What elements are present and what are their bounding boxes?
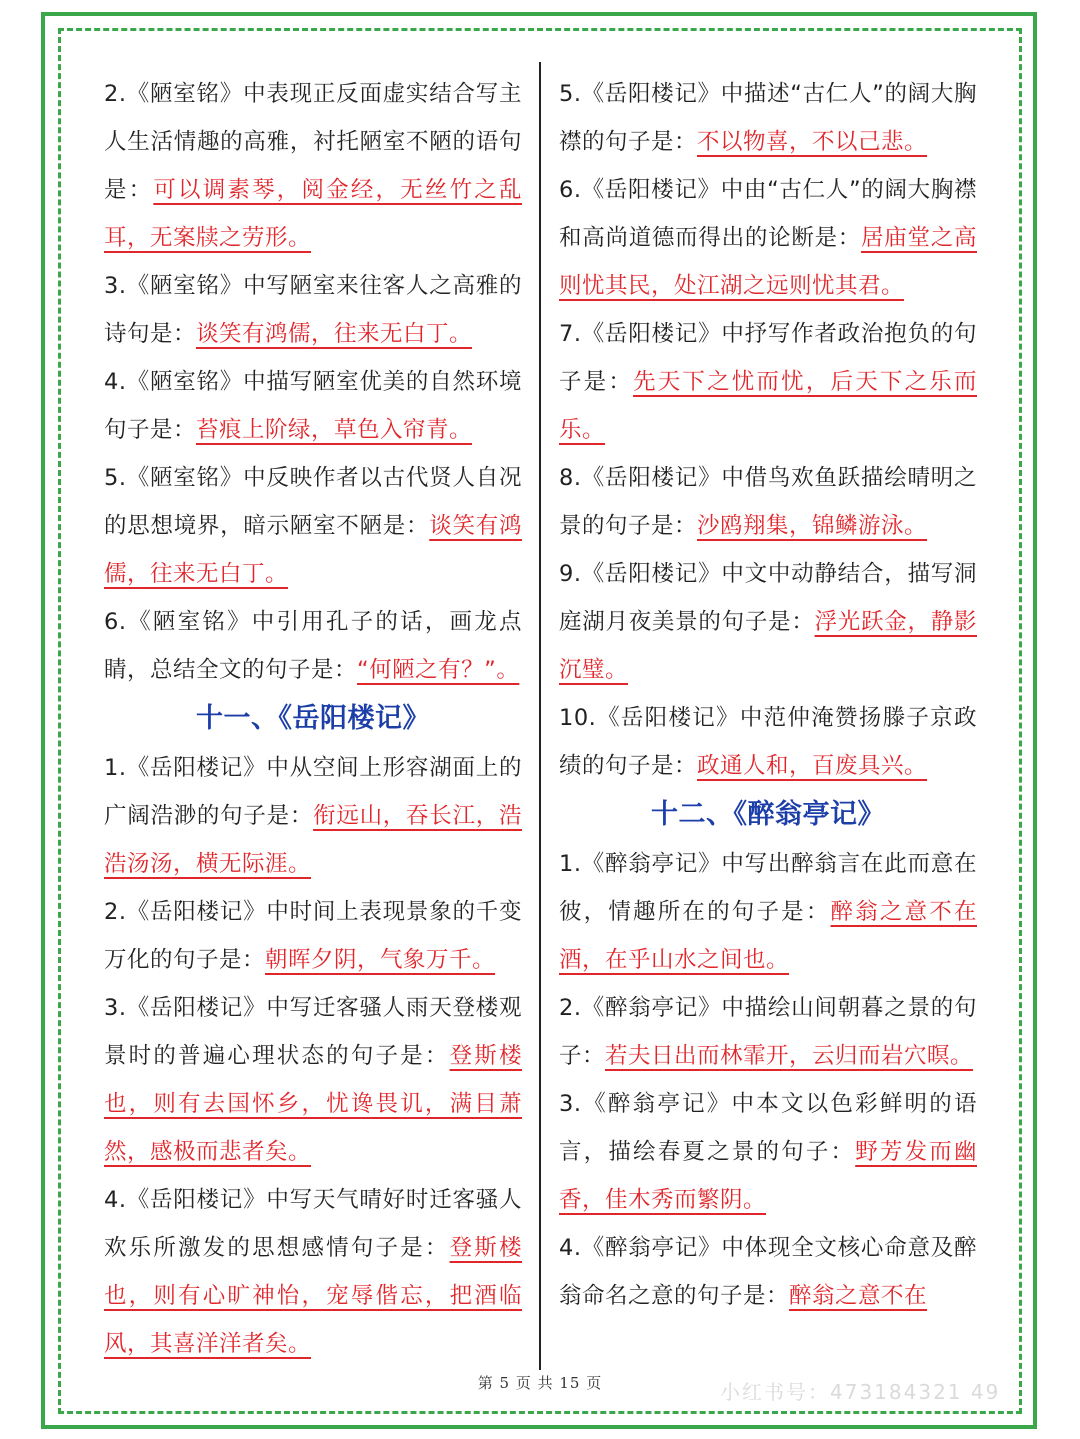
answer-text: 可以调素琴，阅金经，无丝竹之乱耳，无案牍之劳形。 bbox=[104, 177, 522, 251]
question-text: 5.《岳阳楼记》中描述“古仁人”的阔大胸襟的句子是： bbox=[559, 81, 977, 155]
answer-text: 苔痕上阶绿，草色入帘青。 bbox=[196, 417, 473, 443]
list-item bbox=[104, 744, 522, 888]
list-item bbox=[104, 598, 522, 694]
answer-text: 醉翁之意不在酒，在乎山水之间也。 bbox=[559, 899, 977, 973]
question-text: 4.《醉翁亭记》中体现全文核心命意及醉翁命名之意的句子是： bbox=[559, 1235, 977, 1309]
question-text: 9.《岳阳楼记》中文中动静结合，描写洞庭湖月夜美景的句子是： bbox=[559, 561, 977, 635]
answer-text: 登斯楼也，则有去国怀乡，忧谗畏讥，满目萧然，感极而悲者矣。 bbox=[104, 1043, 522, 1165]
question-text: 2.《岳阳楼记》中时间上表现景象的千变万化的句子是： bbox=[104, 899, 522, 973]
list-item bbox=[104, 888, 522, 984]
answer-text: 先天下之忧而忧，后天下之乐而乐。 bbox=[559, 369, 977, 443]
list-item bbox=[559, 70, 977, 166]
question-text: 2.《陋室铭》中表现正反面虚实结合写主人生活情趣的高雅，衬托陋室不陋的语句是： bbox=[104, 81, 522, 203]
list-item bbox=[104, 984, 522, 1176]
list-item bbox=[559, 840, 977, 984]
answer-text: 谈笑有鸿儒，往来无白丁。 bbox=[196, 321, 473, 347]
left-items-b bbox=[104, 744, 522, 1368]
list-item bbox=[559, 550, 977, 694]
right-items-b bbox=[559, 840, 977, 1320]
left-items-a bbox=[104, 70, 522, 694]
question-text: 6.《陋室铭》中引用孔子的话，画龙点睛，总结全文的句子是： bbox=[104, 609, 522, 683]
list-item bbox=[104, 70, 522, 262]
question-text: 3.《陋室铭》中写陋室来往客人之高雅的诗句是： bbox=[104, 273, 522, 347]
list-item bbox=[559, 1224, 977, 1320]
answer-text: 若夫日出而林霏开，云归而岩穴暝。 bbox=[605, 1043, 974, 1069]
question-text: 6.《岳阳楼记》中由“古仁人”的阔大胸襟和高尚道德而得出的论断是： bbox=[559, 177, 977, 251]
answer-text: 野芳发而幽香，佳木秀而繁阴。 bbox=[559, 1139, 977, 1213]
question-text: 3.《醉翁亭记》中本文以色彩鲜明的语言，描绘春夏之景的句子： bbox=[559, 1091, 977, 1165]
section-heading-yueyanglou: 十一、《岳阳楼记》 bbox=[196, 703, 430, 734]
right-column bbox=[559, 70, 977, 1320]
answer-text: 醉翁之意不在 bbox=[789, 1283, 928, 1309]
list-item bbox=[559, 454, 977, 550]
list-item bbox=[104, 454, 522, 598]
answer-text: 沙鸥翔集，锦鳞游泳。 bbox=[697, 513, 928, 539]
question-text: 1.《岳阳楼记》中从空间上形容湖面上的广阔浩渺的句子是： bbox=[104, 755, 522, 829]
answer-text: 谈笑有鸿儒，往来无白丁。 bbox=[104, 513, 522, 587]
answer-text: 登斯楼也，则有心旷神怡，宠辱偕忘，把酒临风，其喜洋洋者矣。 bbox=[104, 1235, 522, 1357]
question-text: 5.《陋室铭》中反映作者以古代贤人自况的思想境界，暗示陋室不陋是： bbox=[104, 465, 522, 539]
list-item bbox=[559, 166, 977, 310]
list-item bbox=[104, 1176, 522, 1368]
question-text: 7.《岳阳楼记》中抒写作者政治抱负的句子是： bbox=[559, 321, 977, 395]
answer-text: 居庙堂之高则忧其民，处江湖之远则忧其君。 bbox=[559, 225, 977, 299]
question-text: 1.《醉翁亭记》中写出醉翁言在此而意在彼，情趣所在的句子是： bbox=[559, 851, 977, 925]
list-item bbox=[104, 262, 522, 358]
answer-text: “何陋之有？”。 bbox=[357, 657, 520, 683]
question-text: 10.《岳阳楼记》中范仲淹赞扬滕子京政绩的句子是： bbox=[559, 705, 977, 779]
list-item bbox=[559, 984, 977, 1080]
left-column bbox=[104, 70, 522, 1368]
right-items-a bbox=[559, 70, 977, 790]
question-text: 4.《岳阳楼记》中写天气晴好时迁客骚人欢乐所激发的思想感情句子是： bbox=[104, 1187, 522, 1261]
answer-text: 不以物喜，不以己悲。 bbox=[697, 129, 928, 155]
answer-text: 衔远山，吞长江，浩浩汤汤，横无际涯。 bbox=[104, 803, 522, 877]
question-text: 2.《醉翁亭记》中描绘山间朝暮之景的句子： bbox=[559, 995, 977, 1069]
question-text: 3.《岳阳楼记》中写迁客骚人雨天登楼观景时的普遍心理状态的句子是： bbox=[104, 995, 522, 1069]
column-divider bbox=[539, 62, 541, 1370]
list-item bbox=[559, 694, 977, 790]
page-number: 第 5 页 共 15 页 bbox=[477, 1374, 603, 1392]
question-text: 8.《岳阳楼记》中借鸟欢鱼跃描绘晴明之景的句子是： bbox=[559, 465, 977, 539]
watermark: 小红书号：473184321 49 bbox=[720, 1380, 1001, 1404]
section-heading-zuiwengting: 十二、《醉翁亭记》 bbox=[651, 799, 885, 830]
answer-text: 朝晖夕阴，气象万千。 bbox=[265, 947, 496, 973]
list-item bbox=[104, 358, 522, 454]
answer-text: 政通人和，百废具兴。 bbox=[697, 753, 928, 779]
list-item bbox=[559, 1080, 977, 1224]
question-text: 4.《陋室铭》中描写陋室优美的自然环境句子是： bbox=[104, 369, 522, 443]
answer-text: 浮光跃金，静影沉璧。 bbox=[559, 609, 977, 683]
list-item bbox=[559, 310, 977, 454]
